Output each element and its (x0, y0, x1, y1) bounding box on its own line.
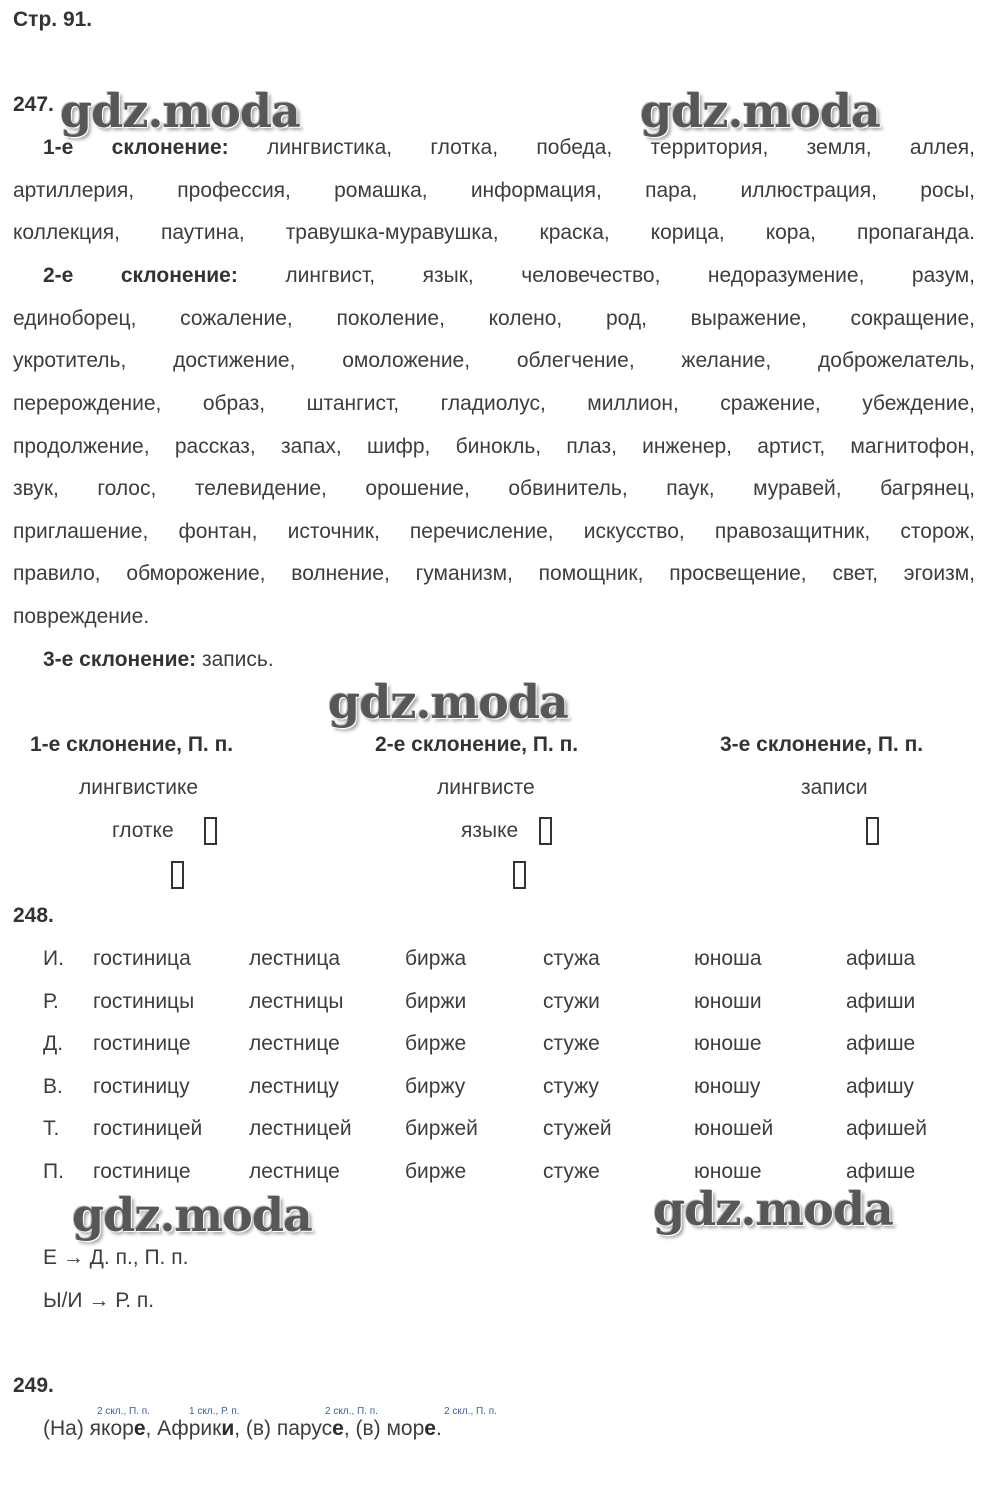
decl2-line-1: единоборец, сожаление, поколение, колено, род, выражение, сокращение, (13, 307, 975, 330)
col2-word-1: языке (461, 819, 519, 842)
table-cell: стуже (543, 1160, 600, 1183)
case-label: Д. (43, 1032, 64, 1055)
decl1-text-0: лингвистика, глотка, победа, территория, земля, аллея, (266, 136, 975, 159)
decl1-line-0 (43, 136, 975, 160)
table-header-1: 1-е склонение, П. п. (30, 733, 234, 756)
decl1-label: 1-е склонение: (43, 136, 229, 159)
sentence-part-3: , (в) парус (234, 1417, 333, 1440)
table-cell: бирже (405, 1160, 467, 1183)
grammar-note-4: 2 скл., П. п. (444, 1406, 497, 1417)
decl2-line-6: приглашение, фонтан, источник, перечисление, искусство, правозащитник, сторож, (13, 520, 975, 543)
grammar-note-2: 1 скл., Р. п. (189, 1406, 240, 1417)
case-label: И. (43, 947, 64, 970)
table-cell: юношей (694, 1117, 774, 1140)
table-cell: лестнице (249, 1160, 340, 1183)
table-cell: стужа (543, 947, 600, 970)
table-cell: афишу (846, 1075, 915, 1098)
decl1-line-2: коллекция, паутина, травушка-муравушка, краска, корица, кора, пропаганда. (13, 221, 975, 244)
table-cell: юноше (694, 1160, 762, 1183)
table-cell: юноше (694, 1032, 762, 1055)
sentence-part-1: (На) якор (43, 1417, 134, 1440)
table-cell: гостиницей (93, 1117, 203, 1140)
col2-word-0: лингвисте (437, 776, 535, 799)
case-label: Р. (43, 990, 59, 1013)
table-cell: лестнице (249, 1032, 340, 1055)
table-cell: стужу (543, 1075, 599, 1098)
col1-word-0: лингвистике (79, 776, 199, 799)
col1-word-1: глотке (112, 819, 174, 842)
missing-glyph-box (866, 817, 879, 845)
table-cell: гостинице (93, 1160, 191, 1183)
table-cell: юноши (694, 990, 762, 1013)
table-cell: гостиница (93, 947, 191, 970)
grammar-note-1: 2 скл., П. п. (97, 1406, 150, 1417)
sentence-part-5: . (435, 1417, 442, 1440)
col3-word-0: записи (801, 776, 868, 799)
table-cell: лестницы (249, 990, 344, 1013)
table-cell: гостинице (93, 1032, 191, 1055)
table-cell: лестница (249, 947, 341, 970)
watermark: gdz.moda (653, 1182, 893, 1236)
decl2-line-0 (43, 264, 975, 288)
table-cell: афише (846, 1160, 916, 1183)
decl3-text: запись. (202, 648, 274, 671)
table-cell: юноша (694, 947, 762, 970)
ending-1: е (133, 1417, 146, 1440)
rule-2: Ы/И → Р. п. (43, 1289, 155, 1312)
table-cell: гостиницу (93, 1075, 190, 1098)
table-cell: биржи (405, 990, 467, 1013)
table-cell: биржей (405, 1117, 478, 1140)
decl3-line (43, 648, 274, 672)
exercise-248-number: 248. (13, 904, 54, 927)
rule-1: Е → Д. п., П. п. (43, 1246, 189, 1269)
decl2-line-4: продолжение, рассказ, запах, шифр, бинокль, плаз, инженер, артист, магнитофон, (13, 435, 975, 458)
decl2-line-5: звук, голос, телевидение, орошение, обвинитель, паук, муравей, багрянец, (13, 477, 975, 500)
table-cell: биржа (405, 947, 467, 970)
table-cell: юношу (694, 1075, 761, 1098)
decl2-line-7: правило, обморожение, волнение, гуманизм, помощник, просвещение, свет, эгоизм, (13, 562, 975, 585)
ending-4: е (424, 1417, 436, 1440)
table-cell: афиша (846, 947, 916, 970)
case-label: П. (43, 1160, 64, 1183)
table-cell: лестницей (249, 1117, 352, 1140)
decl2-line-8: повреждение. (13, 605, 150, 628)
decl1-line-1: артиллерия, профессия, ромашка, информация, пара, иллюстрация, росы, (13, 179, 975, 202)
watermark: gdz.moda (328, 675, 568, 729)
case-label: Т. (43, 1117, 60, 1140)
missing-glyph-box (204, 817, 217, 845)
table-cell: афиши (846, 990, 916, 1013)
table-cell: стуже (543, 1032, 600, 1055)
exercise-247-number: 247. (13, 93, 54, 116)
missing-glyph-box (513, 861, 526, 889)
table-cell: гостиницы (93, 990, 195, 1013)
table-header-3: 3-е склонение, П. п. (720, 733, 924, 756)
table-cell: стужи (543, 990, 600, 1013)
exercise-249-number: 249. (13, 1374, 54, 1397)
decl2-text-0: лингвист, язык, человечество, недоразумение, разум, (285, 264, 975, 287)
ending-2: и (221, 1417, 235, 1440)
table-cell: афише (846, 1032, 916, 1055)
decl3-label: 3-е склонение: (43, 648, 197, 671)
table-cell: стужей (543, 1117, 612, 1140)
grammar-note-3: 2 скл., П. п. (325, 1406, 378, 1417)
missing-glyph-box (539, 817, 552, 845)
missing-glyph-box (171, 861, 184, 889)
decl2-line-2: укротитель, достижение, омоложение, облегчение, желание, доброжелатель, (13, 349, 975, 372)
sentence-part-4: , (в) мор (343, 1417, 425, 1440)
ending-3: е (332, 1417, 344, 1440)
watermark: gdz.moda (60, 84, 300, 138)
decl2-line-3: перерождение, образ, штангист, гладиолус, миллион, сражение, убеждение, (13, 392, 975, 415)
table-cell: бирже (405, 1032, 467, 1055)
table-cell: лестницу (249, 1075, 339, 1098)
case-label: В. (43, 1075, 63, 1098)
page-header: Стр. 91. (13, 8, 93, 31)
table-header-2: 2-е склонение, П. п. (375, 733, 579, 756)
sentence-part-2: , Африк (145, 1417, 222, 1440)
exercise-249-sentence (43, 1417, 442, 1441)
table-cell: афишей (846, 1117, 927, 1140)
decl2-label: 2-е склонение: (43, 264, 238, 287)
table-cell: биржу (405, 1075, 466, 1098)
watermark: gdz.moda (640, 84, 880, 138)
watermark: gdz.moda (72, 1188, 312, 1242)
